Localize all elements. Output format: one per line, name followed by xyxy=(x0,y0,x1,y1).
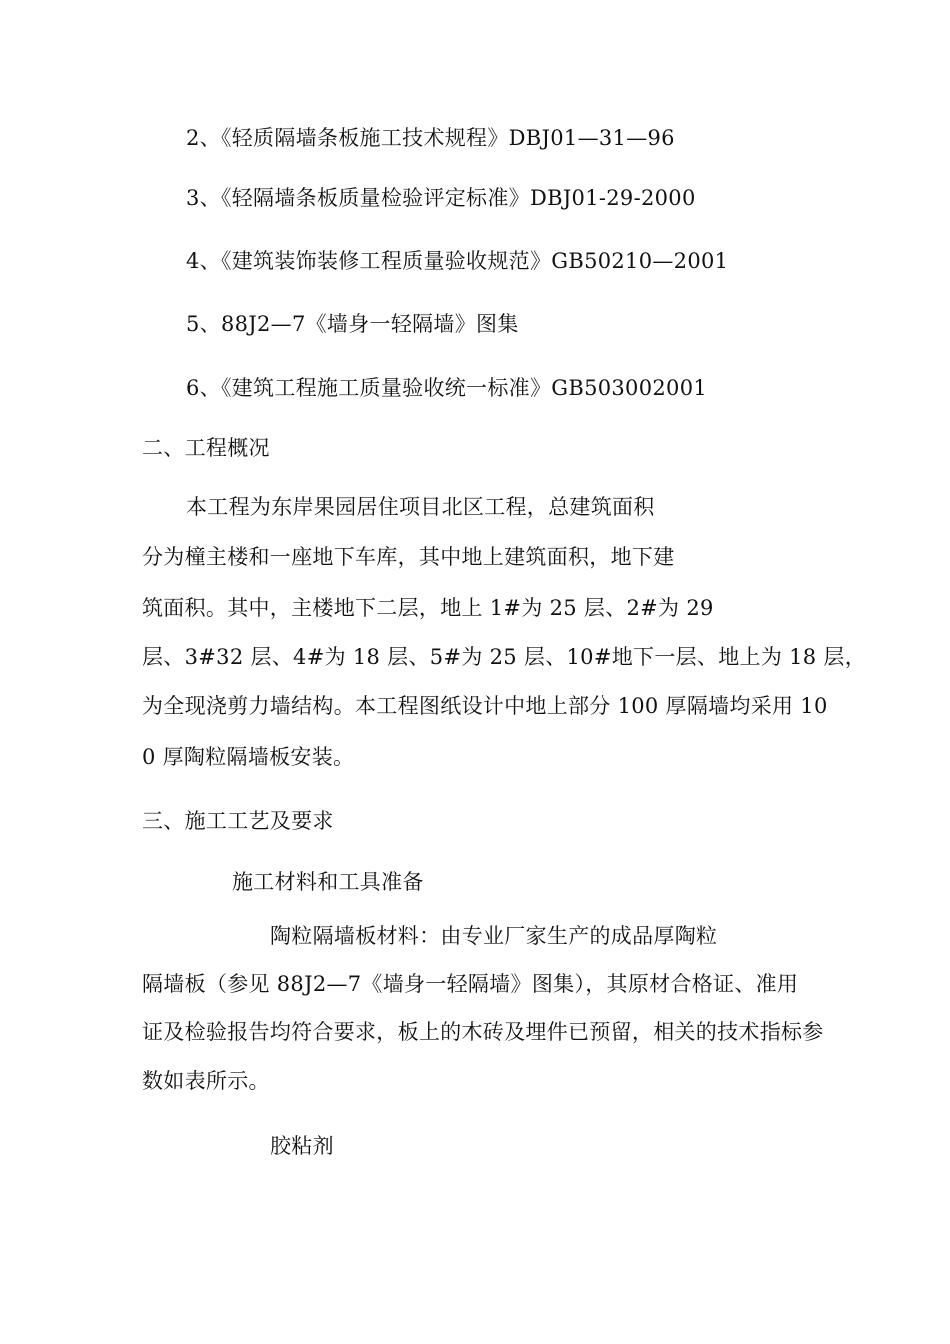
reference-item-4: 4、《建筑装饰装修工程质量验收规范》GB50210—2001 xyxy=(186,249,729,273)
overview-paragraph-line: 筑面积。其中，主楼地下二层，地上 1#为 25 层、2#为 29 xyxy=(142,596,714,620)
overview-paragraph-line: 本工程为东岸果园居住项目北区工程，总建筑面积 xyxy=(186,495,655,519)
overview-paragraph-line: 为全现浇剪力墙结构。本工程图纸设计中地上部分 100 厚隔墙均采用 10 xyxy=(142,694,828,718)
overview-paragraph-line: 层、3#32 层、4#为 18 层、5#为 25 层、10#地下一层、地上为 18 层， xyxy=(142,645,866,669)
reference-item-2: 2、《轻质隔墙条板施工技术规程》DBJ01—31—96 xyxy=(186,126,675,150)
materials-paragraph-line: 证及检验报告均符合要求，板上的木砖及埋件已预留，相关的技术指标参 xyxy=(142,1020,824,1044)
section-heading-process: 三、施工工艺及要求 xyxy=(142,809,334,833)
reference-item-6: 6、《建筑工程施工质量验收统一标准》GB503002001 xyxy=(186,376,708,400)
subheading-materials: 施工材料和工具准备 xyxy=(232,870,424,894)
overview-paragraph-line: 0 厚陶粒隔墙板安装。 xyxy=(142,745,355,769)
materials-paragraph-line: 数如表所示。 xyxy=(142,1069,270,1093)
subheading-adhesive: 胶粘剂 xyxy=(270,1134,334,1158)
section-heading-overview: 二、工程概况 xyxy=(142,436,270,460)
materials-paragraph-line: 隔墙板（参见 88J2—7《墙身一轻隔墙》图集），其原材合格证、准用 xyxy=(142,972,799,996)
reference-item-5: 5、88J2—7《墙身一轻隔墙》图集 xyxy=(186,312,519,336)
materials-paragraph-line: 陶粒隔墙板材料：由专业厂家生产的成品厚陶粒 xyxy=(270,924,718,948)
reference-item-3: 3、《轻隔墙条板质量检验评定标准》DBJ01-29-2000 xyxy=(186,186,696,210)
overview-paragraph-line: 分为橦主楼和一座地下车库，其中地上建筑面积，地下建 xyxy=(142,545,675,569)
